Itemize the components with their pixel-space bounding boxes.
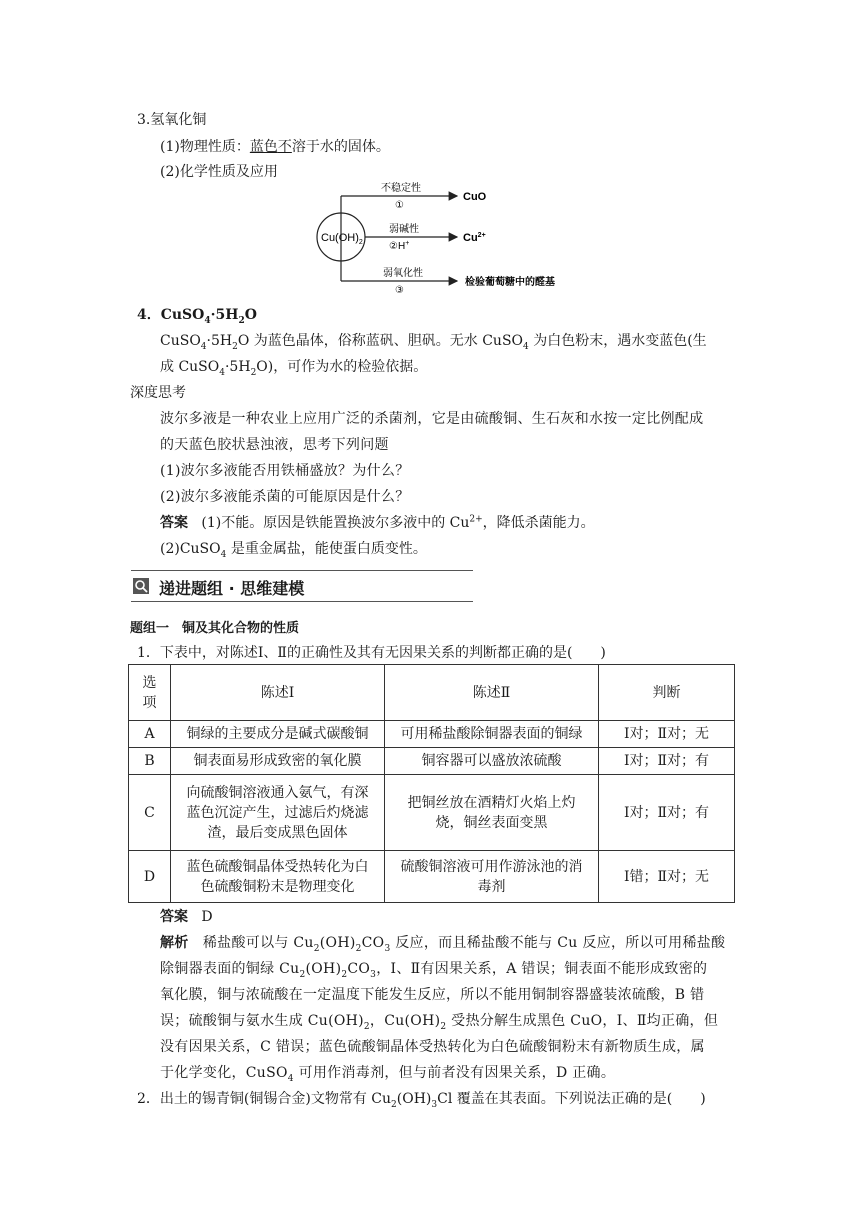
section-4-title: 4．$CuSO_4\cdot 5H_2O$ (137, 307, 257, 326)
top-num: ① (395, 200, 404, 211)
question-2-stem: 2．出土的锡青铜(铜锡合金)文物常有 $Cu_2(OH)_3Cl$ 覆盖在其表面。下列说法正确的是( ) (137, 1091, 706, 1110)
table-row (129, 721, 735, 748)
row-d-s2: 硫酸铜溶液可用作游泳池的消毒剂 (385, 851, 599, 903)
row-a-s1: 铜绿的主要成分是碱式碳酸铜 (171, 721, 385, 748)
think-answer-1: 答案 (1)不能。原因是铁能置换波尔多液中的 $Cu^{2+}$，降低杀菌能力。 (160, 514, 595, 531)
bottom-product: 检验葡萄糖中的醛基 (465, 277, 555, 288)
header-statement-1: 陈述Ⅰ (171, 665, 385, 721)
cuso4-line-1: $CuSO_4\cdot 5H_2O$ 为蓝色晶体，俗称蓝矾、胆矾。无水 CuSO$_4$ 为白色粉末，遇水变蓝色(生 (160, 333, 707, 352)
row-b-option: B (129, 748, 171, 775)
table-row (129, 775, 735, 851)
table-row (129, 748, 735, 775)
group-title: 题组一 铜及其化合物的性质 (130, 621, 300, 636)
think-line-1: 波尔多液是一种农业上应用广泛的杀菌剂，它是由硫酸铜、生石灰和水按一定比例配成 (160, 411, 704, 427)
row-c-judge: Ⅰ对；Ⅱ对；有 (599, 775, 735, 851)
row-b-s2: 铜容器可以盛放浓硫酸 (385, 748, 599, 775)
header-statement-2: 陈述Ⅱ (385, 665, 599, 721)
row-b-judge: Ⅰ对；Ⅱ对；有 (599, 748, 735, 775)
question-1-table (128, 664, 735, 903)
section-banner (131, 570, 473, 602)
table-header-row (129, 665, 735, 721)
analysis-line-2: 除铜器表面的铜绿 $Cu_2(OH)_2CO_3$，Ⅰ、Ⅱ有因果关系，A 错误；铜表面不能形成致密的 (160, 961, 708, 980)
analysis-line-3: 氧化膜，铜与浓硫酸在一定温度下能发生反应，所以不能用铜制容器盛装浓硫酸，B 错 (160, 987, 705, 1003)
row-b-s1: 铜表面易形成致密的氧化膜 (171, 748, 385, 775)
bottom-label: 弱氧化性 (383, 268, 423, 279)
section-banner-title: 递进题组 · 思维建模 (159, 579, 305, 598)
think-answer-2: (2)CuSO$_4$ 是重金属盐，能使蛋白质变性。 (160, 541, 427, 560)
row-d-judge: Ⅰ错；Ⅱ对；无 (599, 851, 735, 903)
row-d-s1: 蓝色硫酸铜晶体受热转化为白色硫酸铜粉末是物理变化 (171, 851, 385, 903)
top-product: CuO (463, 191, 487, 203)
analysis-line-4: 误；硫酸铜与氨水生成 $Cu(OH)_2$，$Cu(OH)_2$ 受热分解生成黑色 CuO，Ⅰ、Ⅱ均正确，但 (160, 1013, 719, 1032)
row-a-judge: Ⅰ对；Ⅱ对；无 (599, 721, 735, 748)
question-1-stem: 1．下表中，对陈述Ⅰ、Ⅱ的正确性及其有无因果关系的判断都正确的是( ) (137, 645, 606, 661)
bottom-num: ③ (395, 285, 404, 296)
mid-label: 弱碱性 (389, 224, 419, 235)
analysis-line-5: 没有因果关系，C 错误；蓝色硫酸铜晶体受热转化为白色硫酸铜粉末有新物质生成，属 (160, 1039, 705, 1055)
top-label: 不稳定性 (381, 183, 421, 194)
think-question-1: (1)波尔多液能否用铁桶盛放？为什么？ (160, 463, 410, 479)
mid-product: $Cu^{2+}$ (463, 232, 486, 244)
think-line-2: 的天蓝色胶状悬浊液，思考下列问题 (160, 437, 389, 453)
center-label: $Cu(OH)_2$ (321, 232, 363, 246)
deep-thinking-heading: 深度思考 (130, 385, 186, 401)
row-c-s2: 把铜丝放在酒精灯火焰上灼烧，铜丝表面变黑 (385, 775, 599, 851)
row-a-s2: 可用稀盐酸除铜器表面的铜绿 (385, 721, 599, 748)
mid-num: ②H+ (389, 240, 410, 252)
think-question-2: (2)波尔多液能杀菌的可能原因是什么？ (160, 489, 410, 505)
analysis-line-6: 于化学变化，CuSO$_4$ 可用作消毒剂，但与前者没有因果关系，D 正确。 (160, 1065, 616, 1084)
table-row (129, 851, 735, 903)
analysis-line-1: 解析 稀盐酸可以与 $Cu_2(OH)_2CO_3$ 反应，而且稀盐酸不能与 Cu 反应，所以可用稀盐酸 (160, 935, 726, 954)
cuoh2-reaction-diagram (315, 180, 595, 300)
section-3-title: 3.氢氧化铜 (137, 112, 207, 128)
row-a-option: A (129, 721, 171, 748)
row-c-s1: 向硫酸铜溶液通入氨气，有深蓝色沉淀产生，过滤后灼烧滤渣，最后变成黑色固体 (171, 775, 385, 851)
header-judgement: 判断 (599, 665, 735, 721)
header-option: 选 项 (129, 665, 171, 721)
magnifier-icon (133, 578, 149, 594)
chemical-property-line: (2)化学性质及应用 (160, 164, 278, 180)
row-c-option: C (129, 775, 171, 851)
physical-property-line: (1)物理性质：蓝色不溶于水的固体。 (160, 139, 390, 155)
question-1-answer: 答案 D (160, 909, 213, 925)
cuso4-line-2: 成 $CuSO_4\cdot 5H_2O$)，可作为水的检验依据。 (160, 359, 428, 378)
row-d-option: D (129, 851, 171, 903)
